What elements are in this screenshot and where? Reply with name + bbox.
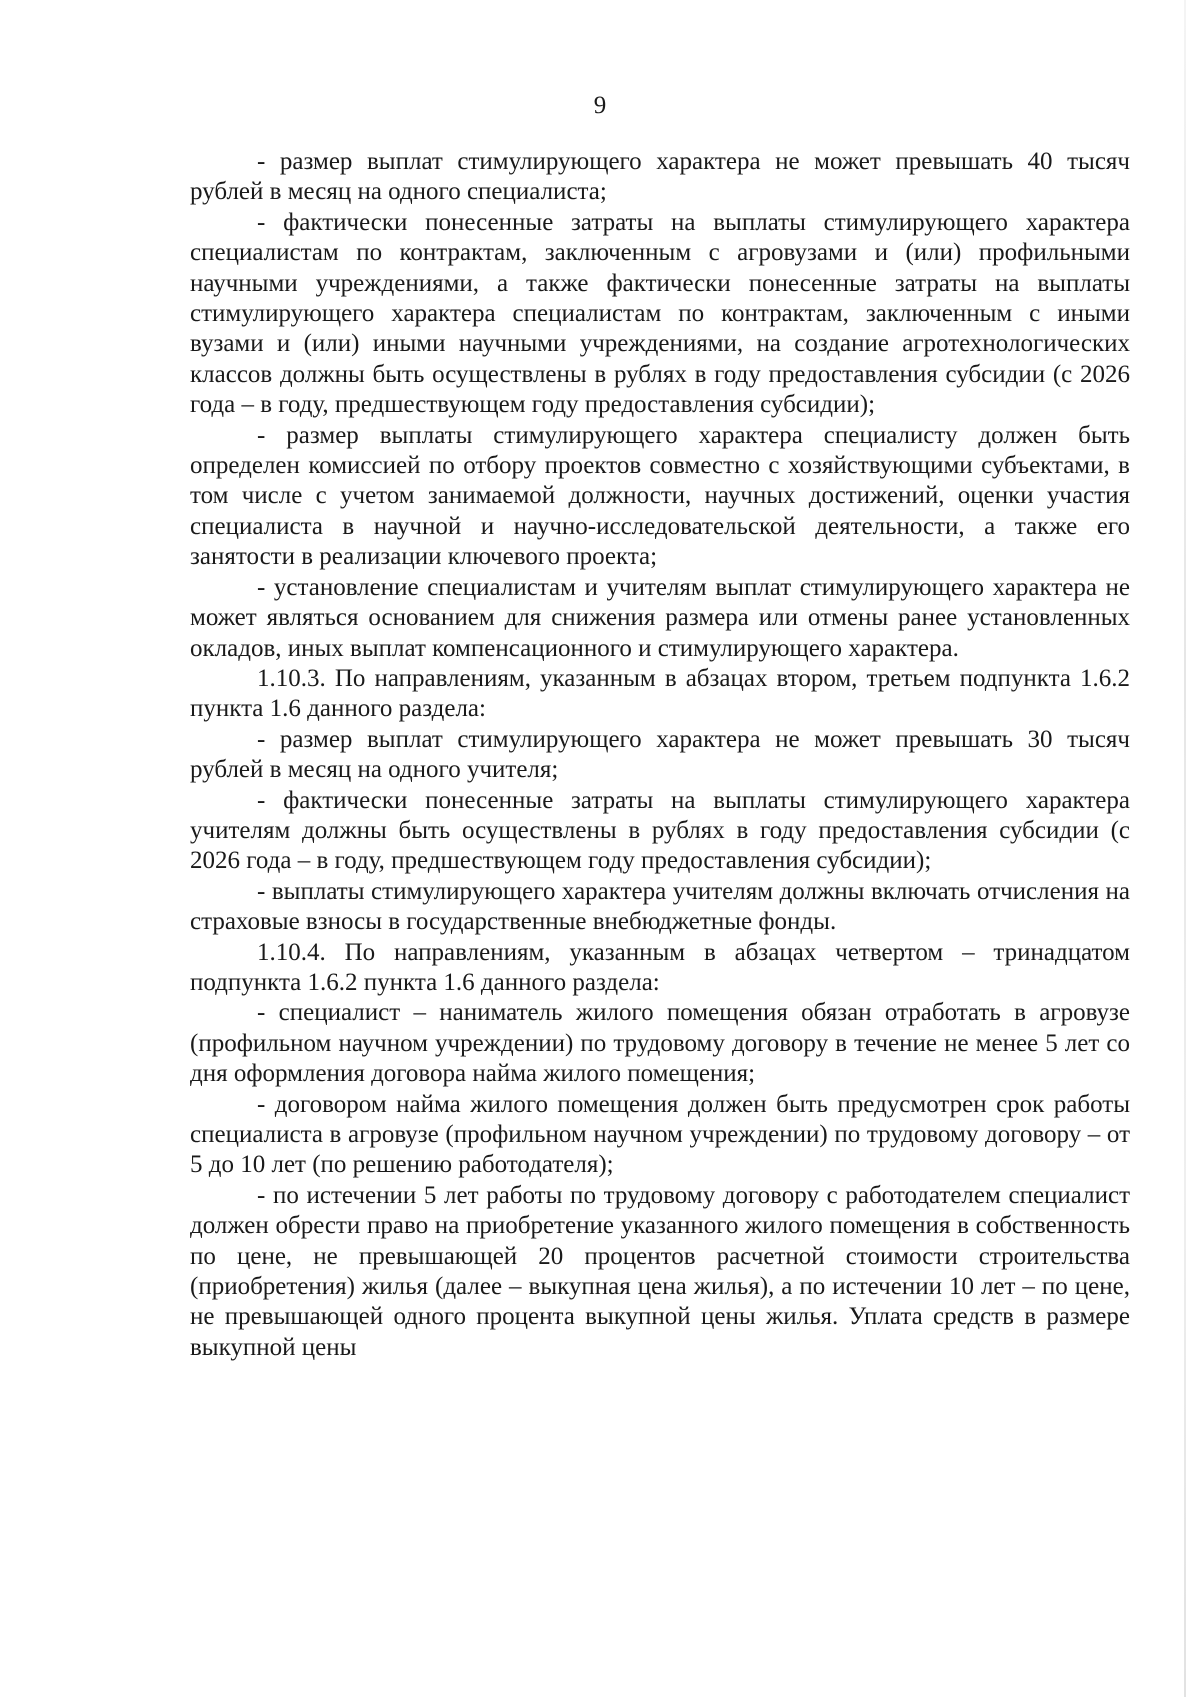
document-body (190, 147, 1130, 1363)
paragraph-stimulus-limit-teacher: - размер выплат стимулирующего характера не может превышать 30 тысяч рублей в месяц на одного учителя; (190, 725, 1130, 784)
paragraph-section-1-10-3: 1.10.3. По направлениям, указанным в абзацах втором, третьем подпункта 1.6.2 пункта 1.6 данного раздела: (190, 664, 1130, 723)
paragraph-work-obligation: - специалист – наниматель жилого помещения обязан отработать в агровузе (профильном научном учреждении) по трудовому договору в течение не менее 5 лет со дня оформления договора найма жилого помещения; (190, 999, 1130, 1088)
paragraph-lease-term: - договором найма жилого помещения должен быть предусмотрен срок работы специалиста в агровузе (профильном научном учреждении) по трудовому договору – от 5 до 10 лет (по решению работодателя); (190, 1090, 1130, 1179)
paragraph-commission-determination: - размер выплаты стимулирующего характера специалисту должен быть определен комиссией по отбору проектов совместно с хозяйствующими субъектами, в том числе с учетом занимаемой должности, научных достижений, оценки участия специалиста в научной и научно-исследовательской деятельности, а также его занятости в реализации ключевого проекта; (190, 421, 1130, 571)
paragraph-purchase-right: - по истечении 5 лет работы по трудовому договору с работодателем специалист должен обрести право на приобретение указанного жилого помещения в собственность по цене, не превышающей 20 процентов расчетной стоимости строительства (приобретения) жилья (далее – выкупная цена жилья), а по истечении 10 лет – по цене, не превышающей одного процента выкупной цены жилья. Уплата средств в размере выкупной цены (190, 1181, 1130, 1361)
paragraph-actual-costs-specialists: - фактически понесенные затраты на выплаты стимулирующего характера специалистам по контрактам, заключенным с агровузами и (или) профильными научными учреждениями, а также фактически понесенные затраты на выплаты стимулирующего характера специалистам по контрактам, заключенным с иными вузами и (или) иными научными учреждениями, на создание агротехнологических классов должны быть осуществлены в рублях в году предоставления субсидии (с 2026 года – в году, предшествующем году предоставления субсидии); (190, 208, 1130, 419)
scan-edge-line (1184, 0, 1186, 1697)
paragraph-actual-costs-teachers: - фактически понесенные затраты на выплаты стимулирующего характера учителям должны быть осуществлены в рублях в году предоставления субсидии (с 2026 года – в году, предшествующем году предоставления субсидии); (190, 786, 1130, 875)
page-number: 9 (593, 92, 607, 119)
paragraph-stimulus-limit-specialist: - размер выплат стимулирующего характера не может превышать 40 тысяч рублей в месяц на одного специалиста; (190, 148, 1130, 206)
paragraph-salary-not-reduced: - установление специалистам и учителям выплат стимулирующего характера не может являться основанием для снижения размера или отмены ранее установленных окладов, иных выплат компенсационного и стимулирующего характера. (190, 573, 1130, 662)
paragraph-insurance-contributions: - выплаты стимулирующего характера учителям должны включать отчисления на страховые взносы в государственные внебюджетные фонды. (190, 877, 1130, 936)
paragraph-section-1-10-4: 1.10.4. По направлениям, указанным в абзацах четвертом – тринадцатом подпункта 1.6.2 пункта 1.6 данного раздела: (190, 938, 1130, 996)
